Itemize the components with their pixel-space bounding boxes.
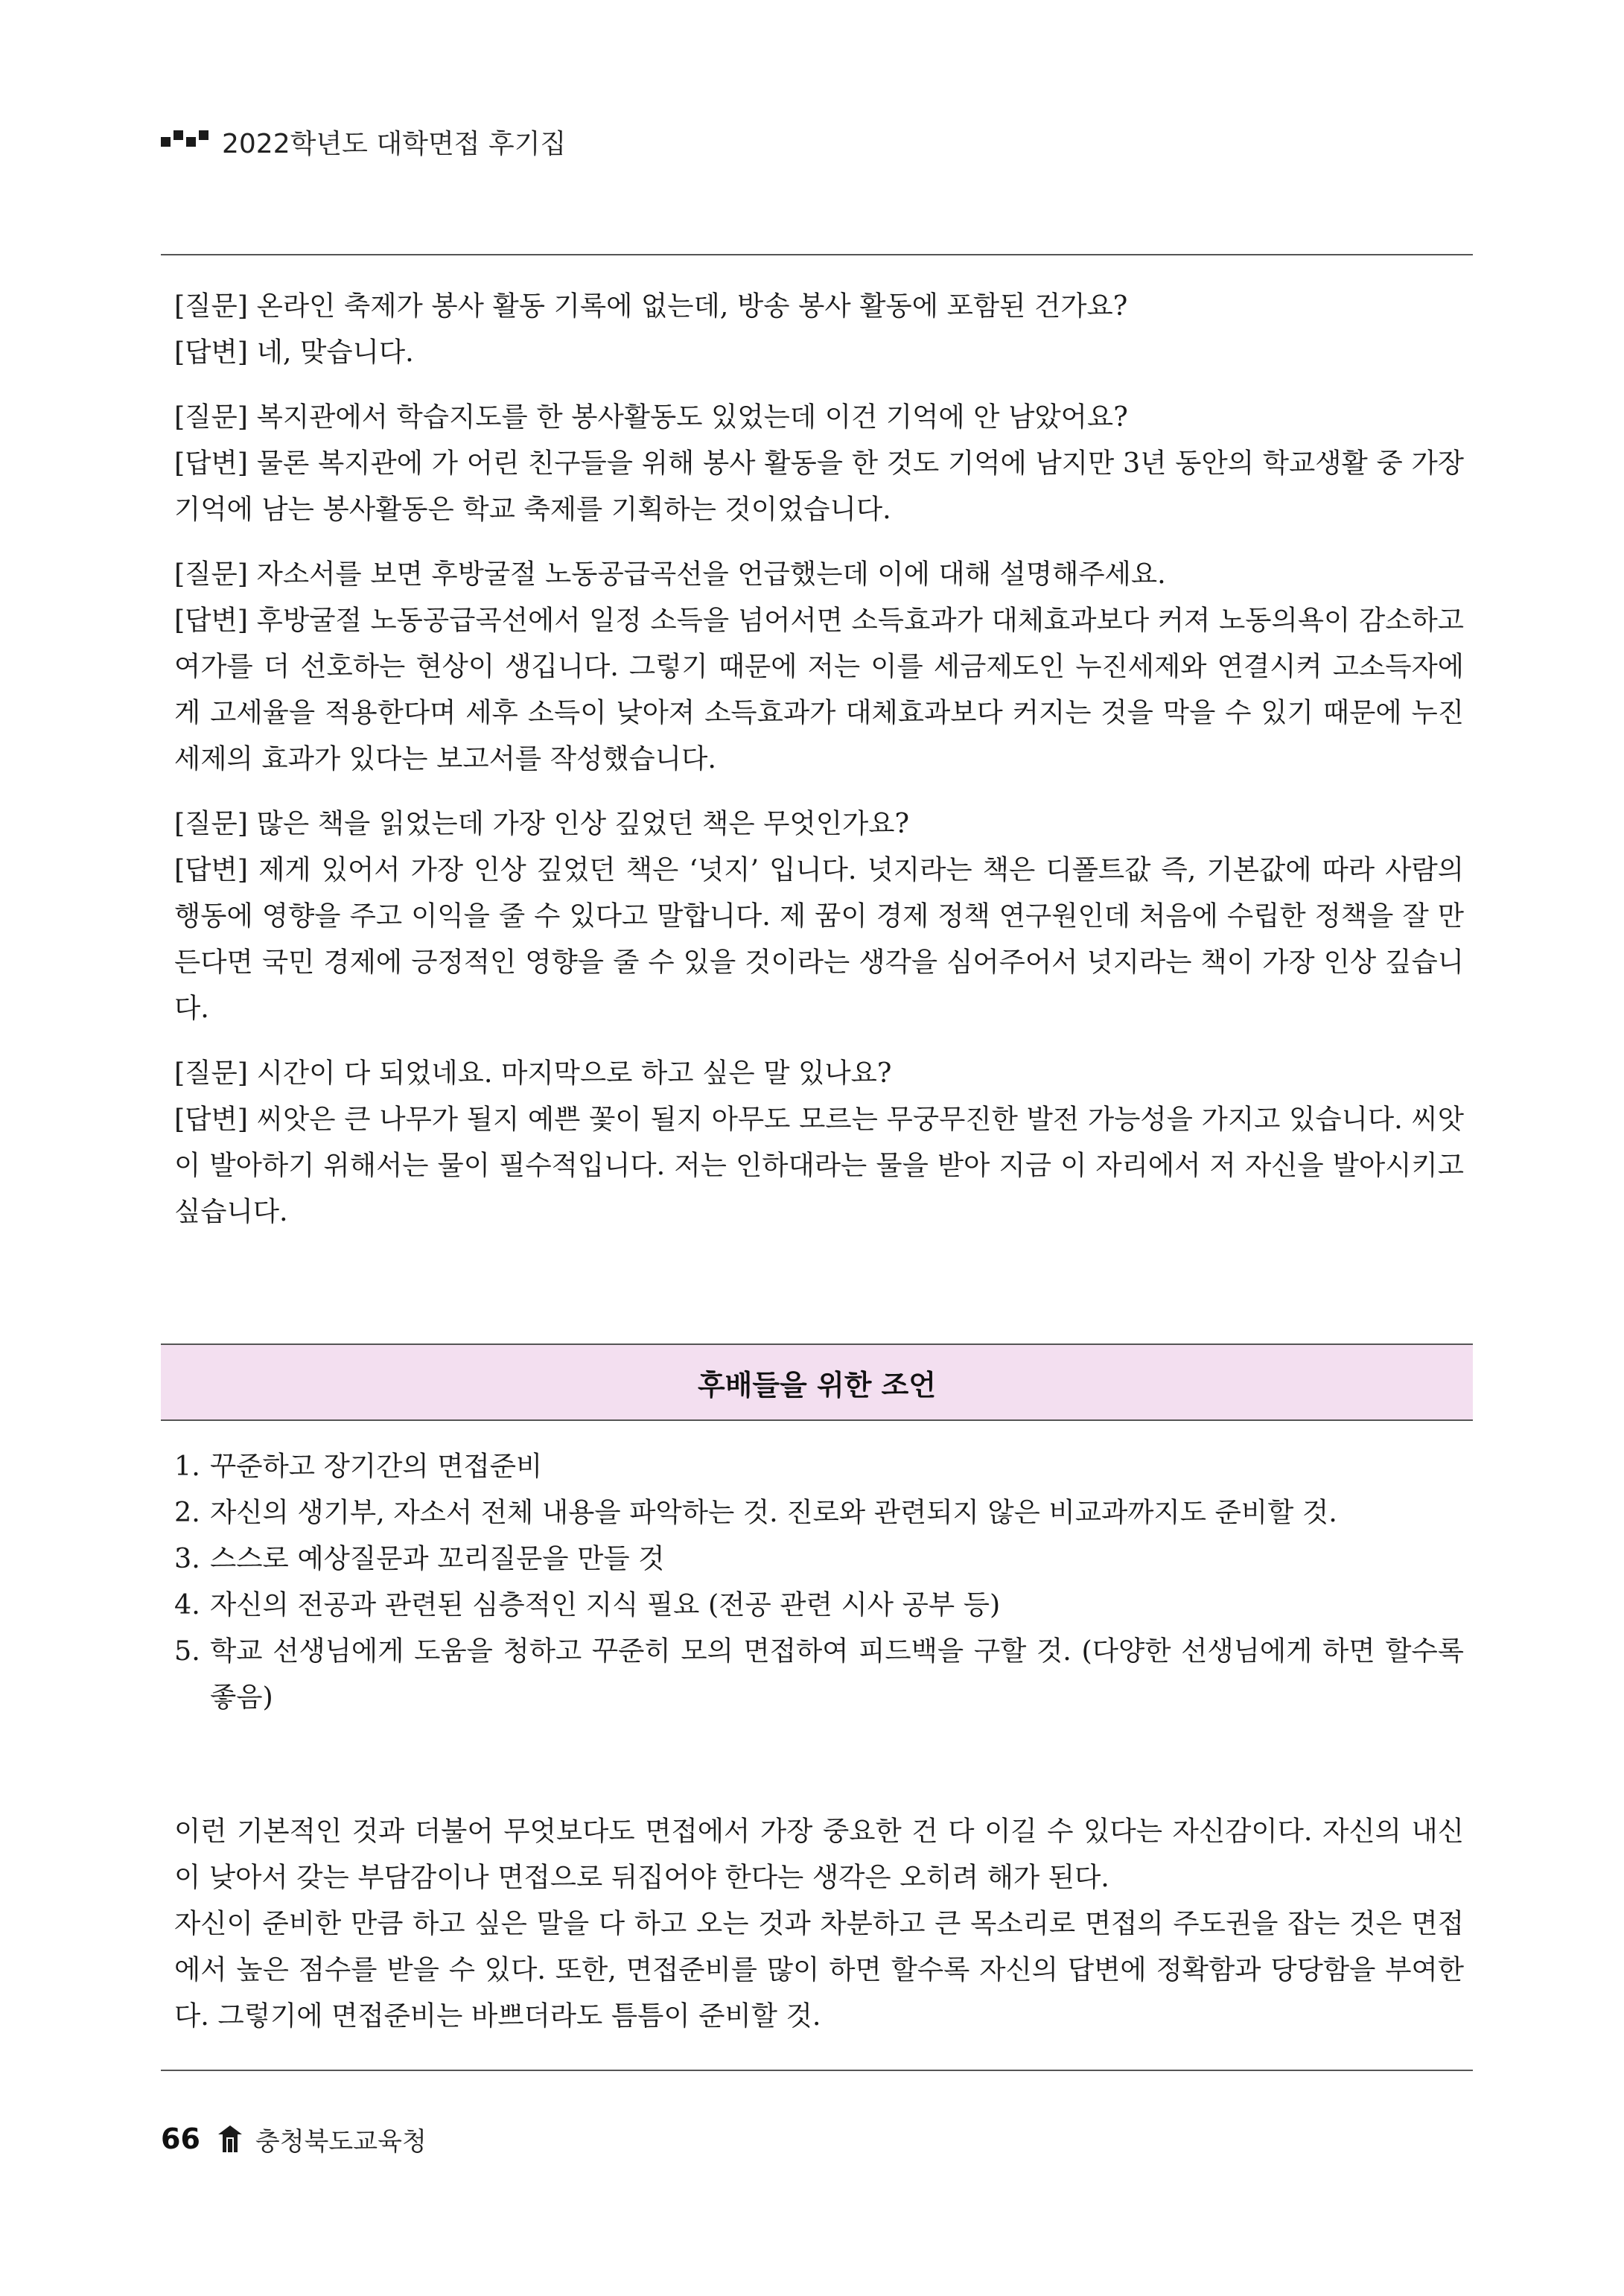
question-text: [질문] 복지관에서 학습지도를 한 봉사활동도 있었는데 이건 기억에 안 남았어요? — [174, 401, 1128, 433]
advice-item — [174, 1489, 1464, 1536]
advice-item — [174, 1443, 1464, 1489]
advice-number: 5. — [174, 1635, 200, 1667]
page-footer — [161, 2117, 427, 2161]
header-bullet-icon — [161, 137, 208, 147]
header-title: 2022학년도 대학면접 후기집 — [222, 128, 567, 159]
advice-text: 자신의 전공과 관련된 심층적인 지식 필요 (전공 관련 시사 공부 등) — [210, 1589, 1001, 1621]
qa-block — [174, 394, 1464, 532]
advice-text: 자신의 생기부, 자소서 전체 내용을 파악하는 것. 진로와 관련되지 않은 비교과까지도 준비할 것. — [210, 1496, 1337, 1528]
advice-text: 꾸준하고 장기간의 면접준비 — [210, 1450, 543, 1482]
advice-item — [174, 1582, 1464, 1628]
running-header — [161, 121, 566, 162]
qa-block — [174, 283, 1464, 375]
question-text: [질문] 많은 책을 읽었는데 가장 인상 깊었던 책은 무엇인가요? — [174, 807, 910, 839]
advice-number: 2. — [174, 1496, 200, 1528]
bottom-divider — [161, 2070, 1473, 2071]
advice-number: 3. — [174, 1542, 200, 1574]
answer-text: [답변] 물론 복지관에 가 어린 친구들을 위해 봉사 활동을 한 것도 기억에 남지만 3년 동안의 학교생활 중 가장 기억에 남는 봉사활동은 학교 축제를 기획하는 것이었습니다. — [174, 447, 1464, 525]
advice-item — [174, 1628, 1464, 1720]
answer-text: [답변] 제게 있어서 가장 인상 깊었던 책은 ‘넛지’ 입니다. 넛지라는 책은 디폴트값 즉, 기본값에 따라 사람의 행동에 영향을 주고 이익을 줄 수 있다고 말합니다. 제 꿈이 경제 정책 연구원인데 처음에 수립한 정책을 잘 만든다면 국민 경제에 긍정적인 영향을 줄 수 있을 것이라는 생각을 심어주어서 넛지라는 책이 가장 인상 깊습니다. — [174, 853, 1464, 1024]
top-divider — [161, 254, 1473, 255]
advice-text: 학교 선생님에게 도움을 청하고 꾸준히 모의 면접하여 피드백을 구할 것. (다양한 선생님에게 하면 할수록 좋음) — [210, 1635, 1464, 1713]
answer-text: [답변] 네, 맞습니다. — [174, 336, 414, 368]
organization-name: 충청북도교육청 — [255, 2126, 427, 2157]
question-text: [질문] 온라인 축제가 봉사 활동 기록에 없는데, 방송 봉사 활동에 포함된 건가요? — [174, 290, 1128, 322]
advice-list — [174, 1443, 1464, 1720]
answer-text: [답변] 후방굴절 노동공급곡선에서 일정 소득을 넘어서면 소득효과가 대체효과보다 커져 노동의욕이 감소하고 여가를 더 선호하는 현상이 생깁니다. 그렇기 때문에 저는 이를 세금제도인 누진세제와 연결시켜 고소득자에게 고세율을 적용한다며 세후 소득이 낮아져 소득효과가 대체효과보다 커지는 것을 막을 수 있기 때문에 누진세제의 효과가 있다는 보고서를 작성했습니다. — [174, 604, 1464, 775]
advice-heading-box — [161, 1343, 1473, 1421]
qa-block — [174, 1050, 1464, 1235]
qa-block — [174, 801, 1464, 1031]
answer-text: [답변] 씨앗은 큰 나무가 될지 예쁜 꽃이 될지 아무도 모르는 무궁무진한 발전 가능성을 가지고 있습니다. 씨앗이 발아하기 위해서는 물이 필수적입니다. 저는 인하대라는 물을 받아 지금 이 자리에서 저 자신을 발아시키고 싶습니다. — [174, 1103, 1464, 1227]
closing-paragraph: 이런 기본적인 것과 더불어 무엇보다도 면접에서 가장 중요한 건 다 이길 수 있다는 자신감이다. 자신의 내신이 낮아서 갖는 부담감이나 면접으로 뒤집어야 한다는 생각은 오히려 해가 된다. — [174, 1815, 1464, 1893]
education-office-logo-icon — [215, 2122, 245, 2155]
question-text: [질문] 시간이 다 되었네요. 마지막으로 하고 싶은 말 있나요? — [174, 1057, 892, 1089]
qa-block — [174, 551, 1464, 782]
page-number: 66 — [161, 2122, 200, 2155]
qa-section — [174, 283, 1464, 1253]
closing-paragraph: 자신이 준비한 만큼 하고 싶은 말을 다 하고 오는 것과 차분하고 큰 목소리로 면접의 주도권을 잡는 것은 면접에서 높은 점수를 받을 수 있다. 또한, 면접준비를 많이 하면 할수록 자신의 답변에 정확함과 당당함을 부여한다. 그렇기에 면접준비는 바쁘더라도 틈틈이 준비할 것. — [174, 1907, 1464, 2032]
advice-number: 4. — [174, 1589, 200, 1621]
closing-section — [174, 1808, 1464, 2039]
advice-number: 1. — [174, 1450, 200, 1482]
advice-text: 스스로 예상질문과 꼬리질문을 만들 것 — [210, 1542, 665, 1574]
advice-title: 후배들을 위한 조언 — [697, 1368, 937, 1402]
question-text: [질문] 자소서를 보면 후방굴절 노동공급곡선을 언급했는데 이에 대해 설명해주세요. — [174, 558, 1166, 590]
advice-item — [174, 1536, 1464, 1582]
